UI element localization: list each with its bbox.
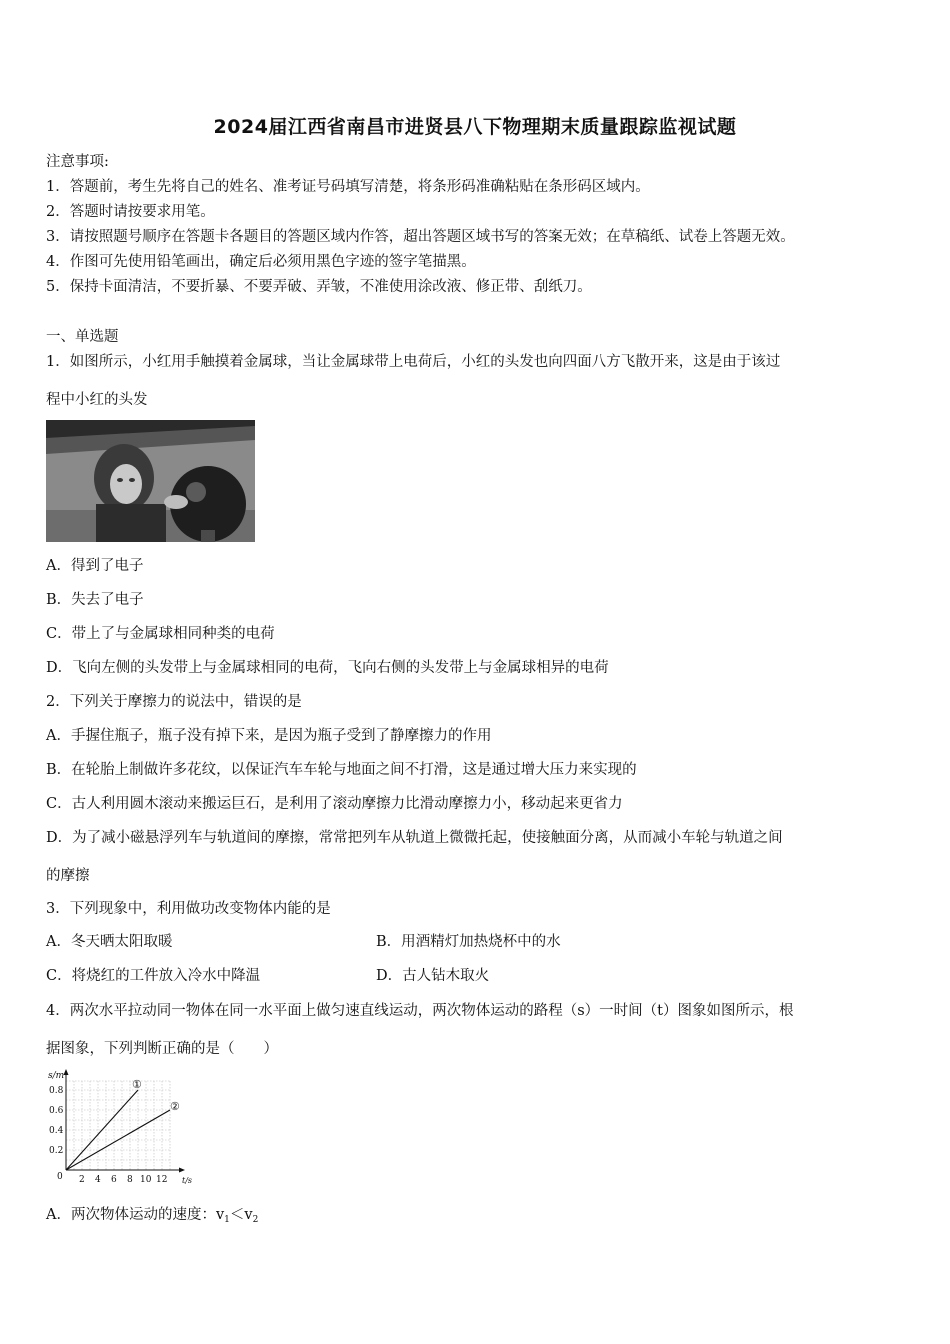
q4-option-a [46, 1205, 258, 1230]
q4-stem: 4．两次水平拉动同一物体在同一水平面上做匀速直线运动，两次物体运动的路程（s）一时间（t）图象如图所示，根 [46, 1003, 794, 1019]
graph-xtick: 12 [156, 1175, 168, 1185]
notice-item: 1．答题前，考生先将自己的姓名、准考证号码填写清楚，将条形码准确粘贴在条形码区域内。 [46, 179, 650, 195]
notice-item: 5．保持卡面清洁，不要折暴、不要弄破、弄皱，不准使用涂改液、修正带、刮纸刀。 [46, 279, 592, 295]
graph-xtick: 2 [79, 1175, 85, 1185]
q4-option-a-text: A．两次物体运动的速度：v [46, 1207, 225, 1223]
q4-s-t-graph [46, 1066, 196, 1188]
q3-option-c: C．将烧红的工件放入冷水中降温 [46, 968, 261, 984]
q2-option-c: C．古人利用圆木滚动来搬运巨石，是利用了滚动摩擦力比滑动摩擦力小，移动起来更省力 [46, 796, 623, 812]
q2-option-d: D．为了减小磁悬浮列车与轨道间的摩擦，常常把列车从轨道上微微托起，使接触面分离，从而减小车轮与轨道之间 [46, 830, 783, 846]
q3-option-a: A．冬天晒太阳取暖 [46, 934, 173, 950]
q4-option-a-relation: ＜v [229, 1207, 253, 1223]
notice-item: 4．作图可先使用铅笔画出，确定后必须用黑色字迹的签字笔描黑。 [46, 254, 476, 270]
q1-option-b: B．失去了电子 [46, 592, 144, 608]
q3-option-d: D．古人钻木取火 [376, 968, 490, 984]
q1-stem-cont: 程中小红的头发 [46, 392, 148, 408]
graph-origin: 0 [57, 1172, 63, 1182]
q3-option-b: B．用酒精灯加热烧杯中的水 [376, 934, 561, 950]
notice-item: 3．请按照题号顺序在答题卡各题目的答题区域内作答，超出答题区域书写的答案无效；在草稿纸、试卷上答题无效。 [46, 229, 795, 245]
graph-xtick: 10 [140, 1175, 152, 1185]
q1-photo-girl-touching-sphere [46, 420, 255, 542]
graph-line1-label: ① [132, 1078, 142, 1091]
q4-stem-cont: 据图象，下列判断正确的是（ ） [46, 1041, 278, 1057]
graph-xlabel: t/s [182, 1176, 193, 1185]
graph-xtick: 4 [95, 1175, 101, 1185]
q1-stem: 1．如图所示，小红用手触摸着金属球，当让金属球带上电荷后，小红的头发也向四面八方飞散开来，这是由于该过 [46, 354, 781, 370]
q1-option-a: A．得到了电子 [46, 558, 144, 574]
graph-xtick: 6 [111, 1175, 117, 1185]
q1-option-d: D．飞向左侧的头发带上与金属球相同的电荷，飞向右侧的头发带上与金属球相异的电荷 [46, 660, 609, 676]
q1-option-c: C．带上了与金属球相同种类的电荷 [46, 626, 275, 642]
v1-subscript: 1 [224, 1215, 230, 1225]
graph-line2-label: ② [170, 1100, 180, 1113]
notice-item: 2．答题时请按要求用笔。 [46, 204, 215, 220]
v2-subscript: 2 [252, 1215, 259, 1225]
graph-ytick: 0.6 [49, 1106, 64, 1116]
q3-stem: 3．下列现象中，利用做功改变物体内能的是 [46, 901, 331, 917]
graph-ytick: 0.8 [49, 1086, 64, 1096]
q2-option-a: A．手握住瓶子，瓶子没有掉下来，是因为瓶子受到了静摩擦力的作用 [46, 728, 492, 744]
graph-ylabel: s/m [48, 1071, 65, 1081]
q2-option-b: B．在轮胎上制做许多花纹，以保证汽车车轮与地面之间不打滑，这是通过增大压力来实现的 [46, 762, 637, 778]
page-title: 2024届江西省南昌市进贤县八下物理期末质量跟踪监视试题 [213, 116, 737, 138]
section-heading: 一、单选题 [46, 329, 119, 345]
graph-ytick: 0.2 [49, 1146, 64, 1156]
q2-stem: 2．下列关于摩擦力的说法中，错误的是 [46, 694, 302, 710]
notice-heading: 注意事项: [46, 154, 109, 170]
graph-xtick: 8 [127, 1175, 133, 1185]
graph-ytick: 0.4 [49, 1126, 64, 1136]
q2-option-d-cont: 的摩擦 [46, 868, 90, 884]
